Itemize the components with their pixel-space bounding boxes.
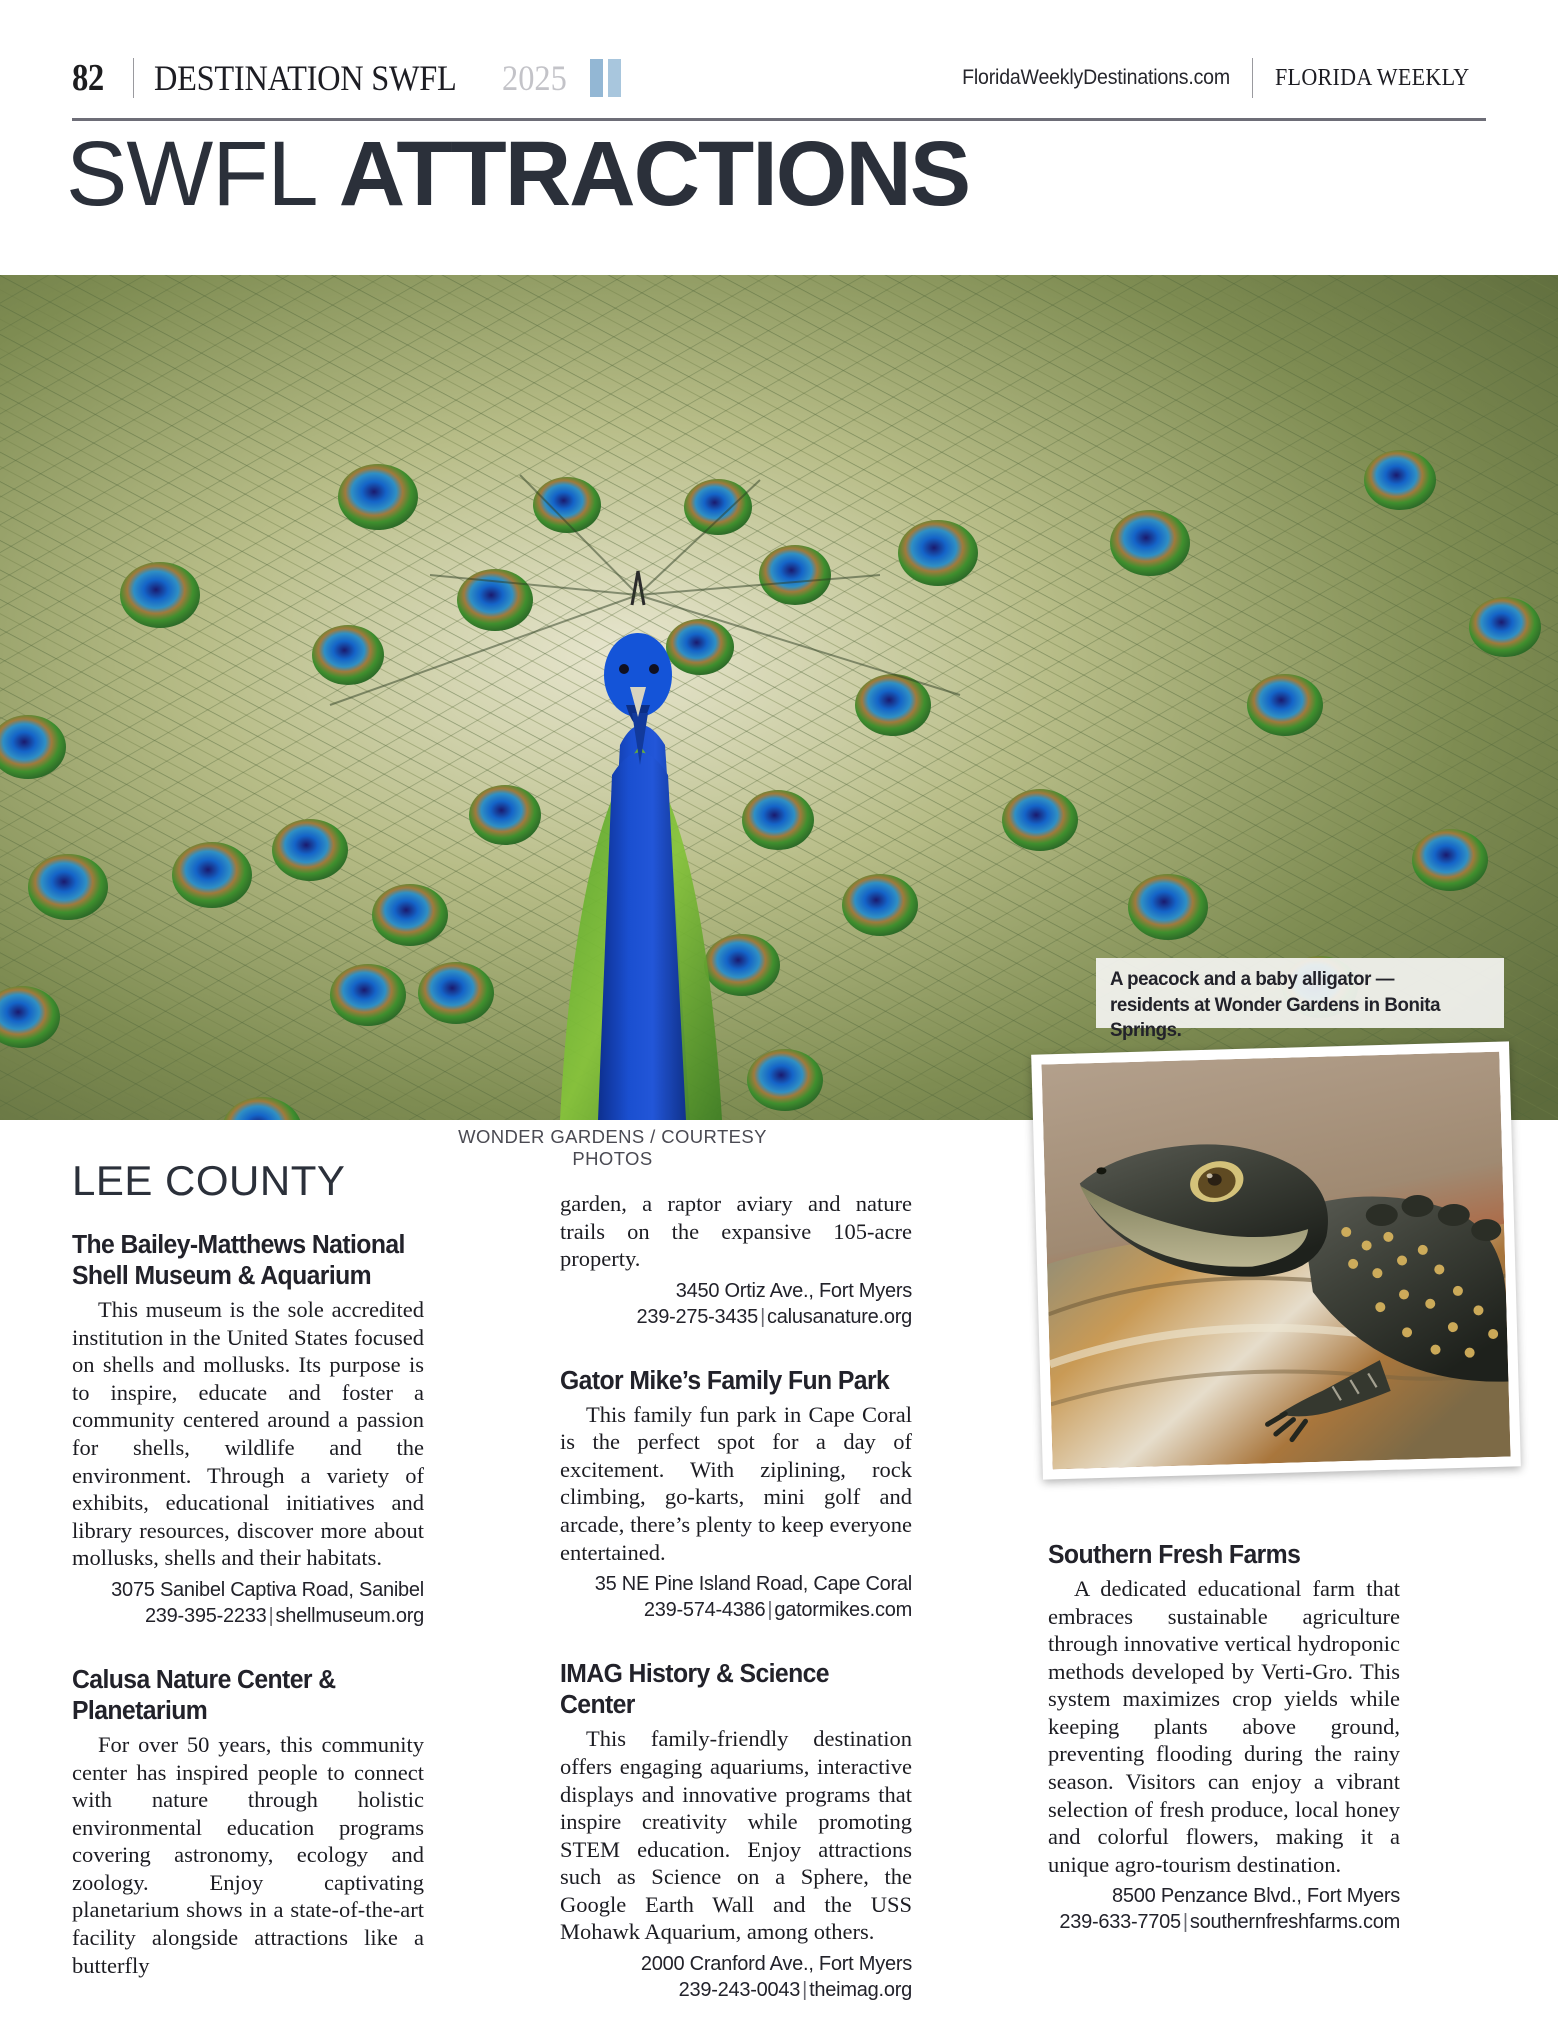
contact-separator: | [760, 1305, 766, 1328]
entry-address: 3075 Sanibel Captiva Road, Sanibel [111, 1578, 424, 1601]
entry-phone: 239-275-3435 [636, 1305, 759, 1328]
entry-body-gator-mikes: This family fun park in Cape Coral is the perfect spot for a day of excitement. With ziplining, rock climbing, go-karts, mini golf and arcade, there’s plenty to keep everyone entertained. [560, 1401, 912, 1565]
photo-credit: WONDER GARDENS / COURTESY PHOTOS [458, 1126, 767, 1169]
entry-body-calusa-cont: garden, a raptor aviary and nature trails on the expansive 105-acre property. [560, 1191, 912, 1272]
alligator-photo [1031, 1041, 1521, 1479]
entry-title-gator-mikes: Gator Mike’s Family Fun Park [560, 1366, 890, 1395]
entry-title-imag: IMAG History & Science Center [560, 1660, 829, 1720]
column-1 [72, 1157, 424, 1981]
entry-address: 2000 Cranford Ave., Fort Myers [640, 1952, 912, 1975]
entry-phone: 239-243-0043 [678, 1978, 801, 2001]
entry-title-calusa: Calusa Nature Center & Planetarium [72, 1665, 336, 1725]
masthead-divider [133, 58, 134, 98]
masthead-right [942, 52, 1486, 104]
entry-address: 35 NE Pine Island Road, Cape Coral [594, 1573, 912, 1596]
page-number: 82 [72, 57, 104, 99]
alligator-photo-art [1041, 1052, 1510, 1470]
brand-name: FLORIDA WEEKLY [1274, 64, 1470, 91]
contact-separator: | [767, 1599, 773, 1622]
entry-website[interactable]: southernfreshfarms.com [1189, 1911, 1400, 1934]
county-heading: LEE COUNTY [72, 1157, 346, 1204]
entry-contact-shell-museum [72, 1577, 424, 1629]
masthead-divider-2 [1252, 58, 1253, 98]
header-rule [72, 118, 1486, 121]
entry-address: 8500 Penzance Blvd., Fort Myers [1112, 1885, 1400, 1908]
photo-caption-text: A peacock and a baby alligator — residents at Wonder Gardens in Bonita Springs. [1110, 968, 1441, 1042]
entry-phone: 239-633-7705 [1059, 1911, 1181, 1934]
contact-separator: | [1182, 1911, 1188, 1934]
entry-phone: 239-574-4386 [643, 1599, 766, 1622]
photo-caption [1096, 958, 1504, 1042]
entry-title-shell-museum: The Bailey-Matthews National Shell Museum & Aquarium [72, 1231, 405, 1291]
entry-website[interactable]: theimag.org [809, 1978, 912, 2001]
contact-separator: | [802, 1978, 808, 2001]
entry-website[interactable]: shellmuseum.org [275, 1604, 424, 1627]
brand-bars-icon [590, 59, 621, 97]
entry-address: 3450 Ortiz Ave., Fort Myers [675, 1279, 912, 1302]
entry-contact-calusa [560, 1278, 912, 1330]
page-title-thin: SWFL [66, 123, 339, 225]
column-3 [1048, 1540, 1400, 1971]
page-title-bold: ATTRACTIONS [338, 123, 970, 225]
entry-title-southern-fresh-farms: Southern Fresh Farms [1048, 1541, 1301, 1569]
publication-name: DESTINATION SWFL [154, 58, 457, 98]
masthead-left [72, 52, 621, 104]
entry-body-southern-fresh-farms: A dedicated educational farm that embraces sustainable agriculture through innovative vertical hydroponic methods developed by Verti-Gro. This system maximizes crop yields while keeping plants above ground, preventing flooding during the rainy season. Visitors can enjoy a vibrant selection of fresh produce, local honey and colorful flowers, making it a unique agro-tourism destination. [1048, 1576, 1400, 1877]
publication-year: 2025 [502, 58, 567, 98]
entry-phone: 239-395-2233 [144, 1604, 267, 1627]
contact-separator: | [268, 1604, 274, 1627]
page-title [66, 123, 970, 225]
entry-contact-imag [560, 1951, 912, 2003]
entry-website[interactable]: calusanature.org [767, 1305, 912, 1328]
masthead [72, 52, 1486, 104]
entry-body-calusa: For over 50 years, this community center has inspired people to connect with nature through holistic environmental education programs covering astronomy, ecology and zoology. Enjoy captivating planetarium shows in a state-of-the-art facility alongside attractions like a butterfly [72, 1732, 424, 1978]
entry-website[interactable]: gatormikes.com [774, 1599, 912, 1622]
website-url[interactable]: FloridaWeeklyDestinations.com [961, 66, 1230, 89]
column-2 [560, 1190, 912, 2030]
entry-body-shell-museum: This museum is the sole accredited institution in the United States focused on shells and mollusks. Its purpose is to inspire, educate and foster a community centered around a passion for shells, wildlife and the environment. Through a variety of exhibits, educational initiatives and library resources, discover more about mollusks, shells and their habitats. [72, 1297, 424, 1571]
entry-contact-gator-mikes [560, 1571, 912, 1623]
entry-body-imag: This family-friendly destination offers engaging aquariums, interactive displays and innovative programs that inspire creativity while promoting STEM education. Enjoy attractions such as Science on a Sphere, the Google Earth Wall and the USS Mohawk Aquarium, among others. [560, 1726, 912, 1945]
entry-contact-southern-fresh-farms [1048, 1883, 1400, 1935]
